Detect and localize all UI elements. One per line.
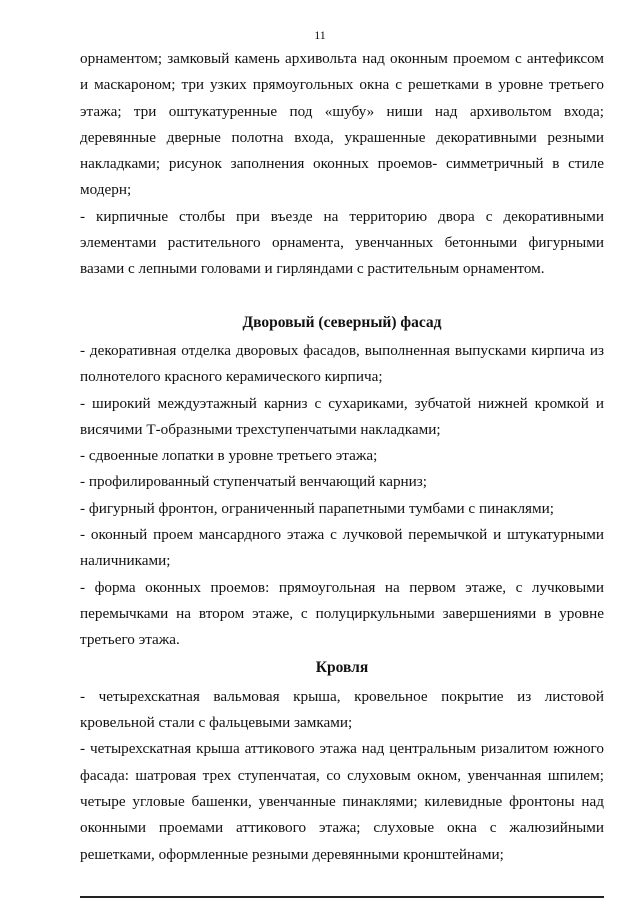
list-item: - декоративная отделка дворовых фасадов, выполненная выпусками кирпича из полнотелого красного керамического кирпича; — [80, 341, 604, 386]
list-item: - форма оконных проемов: прямоугольная на первом этаже, с лучковыми перемычками на втором этаже, с полуциркульными завершениями в уровне третьего этажа. — [80, 578, 604, 649]
page-bottom-rule — [80, 896, 604, 898]
page-number: 11 — [314, 28, 326, 42]
list-item: - широкий междуэтажный карниз с сухариками, зубчатой нижней кромкой и висячими Т-образными трехступенчатыми накладками; — [80, 394, 604, 438]
document-body — [80, 46, 604, 868]
paragraph: - кирпичные столбы при въезде на территорию двора с декоративными элементами растительного орнамента, увенчанных бетонными фигурными вазами с лепными головами и гирляндами с растительным орнаментом. — [80, 207, 604, 278]
list-item: - оконный проем мансардного этажа с лучковой перемычкой и штукатурными наличниками; — [80, 526, 604, 570]
list-item: - фигурный фронтон, ограниченный парапетными тумбами с пинаклями; — [80, 499, 554, 517]
section-heading-courtyard-facade: Дворовый (северный) фасад — [242, 313, 442, 331]
list-item: - четырехскатная вальмовая крыша, кровельное покрытие из листовой кровельной стали с фальцевыми замками; — [80, 687, 604, 732]
list-item: - профилированный ступенчатый венчающий карниз; — [80, 473, 428, 491]
paragraph: орнаментом; замковый камень архивольта над оконным проемом с антефиксом и маскароном; три узких прямоугольных окна с решетками в уровне третьего этажа; три оштукатуренные под «шубу» ниши над архивольтом входа; деревянные дверные полотна входа, украшенные декоративными резными накладками; рисунок заполнения оконных проемов- симметричный в стиле модерн; — [80, 50, 604, 199]
list-item: - сдвоенные лопатки в уровне третьего этажа; — [80, 447, 378, 465]
list-item: - четырехскатная крыша аттикового этажа над центральным ризалитом южного фасада: шатровая трех ступенчатая, со слуховым окном, увенчанная шпилем; четыре угловые башенки, увенчанные пинаклями; килевидные фронтоны над оконными проемами аттикового этажа; слуховые окна с жалюзийными решетками, оформленные резными деревянными кронштейнами; — [80, 740, 604, 863]
section-heading-roof: Кровля — [315, 658, 369, 676]
